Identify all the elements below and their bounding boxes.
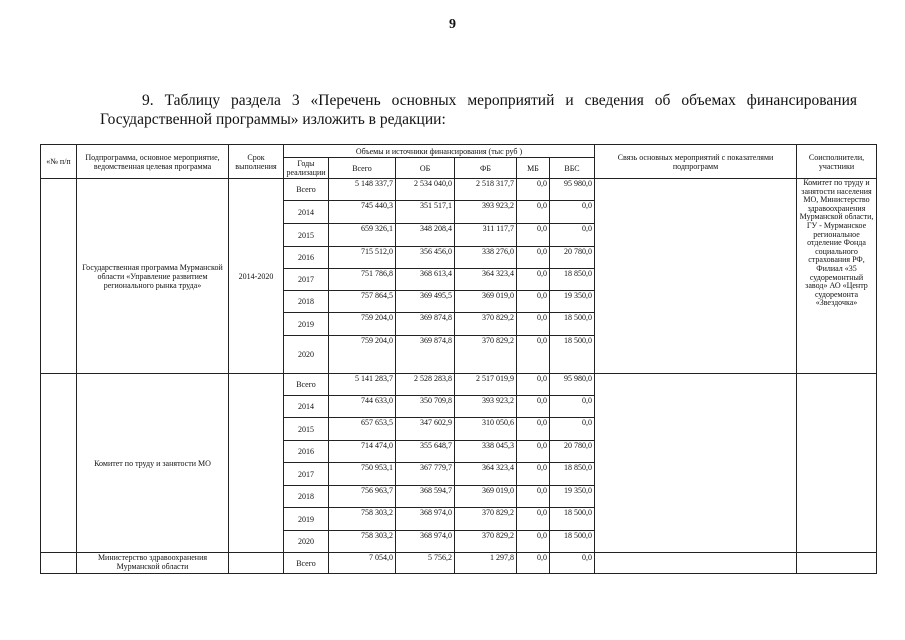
value-total: 758 303,2 — [329, 508, 396, 531]
value-ob: 368 613,4 — [396, 269, 455, 291]
value-ob: 348 208,4 — [396, 224, 455, 247]
row-number-cell — [41, 374, 77, 553]
value-total: 759 204,0 — [329, 313, 396, 336]
year-cell: 2014 — [284, 201, 329, 224]
value-ob: 347 602,9 — [396, 418, 455, 441]
value-ob: 351 517,1 — [396, 201, 455, 224]
value-fb: 2 517 019,9 — [455, 374, 517, 396]
value-vbs: 0,0 — [550, 553, 595, 574]
value-vbs: 18 850,0 — [550, 463, 595, 486]
value-mb: 0,0 — [517, 336, 550, 374]
value-total: 759 204,0 — [329, 336, 396, 374]
col-header-years: Годы реализации — [284, 158, 329, 179]
program-period: 2014-2020 — [229, 179, 284, 374]
value-total: 745 440,3 — [329, 201, 396, 224]
value-mb: 0,0 — [517, 201, 550, 224]
year-cell: Всего — [284, 179, 329, 201]
value-vbs: 20 780,0 — [550, 247, 595, 269]
year-cell: Всего — [284, 374, 329, 396]
value-ob: 368 974,0 — [396, 531, 455, 553]
value-vbs: 18 500,0 — [550, 531, 595, 553]
col-header-ob: ОБ — [396, 158, 455, 179]
col-header-coexecutors: Соисполнители, участники — [797, 145, 877, 179]
row-number-cell — [41, 179, 77, 374]
value-fb: 370 829,2 — [455, 508, 517, 531]
value-fb: 364 323,4 — [455, 269, 517, 291]
col-header-mb: МБ — [517, 158, 550, 179]
value-ob: 368 974,0 — [396, 508, 455, 531]
year-cell: 2020 — [284, 531, 329, 553]
col-header-subprogram: Подпрограмма, основное мероприятие, ведомственная целевая программа — [77, 145, 229, 179]
year-cell: 2018 — [284, 291, 329, 313]
value-total: 756 963,7 — [329, 486, 396, 508]
value-fb: 1 297,8 — [455, 553, 517, 574]
value-ob: 350 709,8 — [396, 396, 455, 418]
indicator-link-cell — [595, 179, 797, 374]
indicator-link-cell — [595, 374, 797, 553]
value-mb: 0,0 — [517, 441, 550, 463]
year-cell: 2014 — [284, 396, 329, 418]
value-mb: 0,0 — [517, 463, 550, 486]
value-mb: 0,0 — [517, 224, 550, 247]
value-vbs: 0,0 — [550, 418, 595, 441]
value-fb: 370 829,2 — [455, 531, 517, 553]
value-vbs: 95 980,0 — [550, 374, 595, 396]
year-cell: 2018 — [284, 486, 329, 508]
col-header-num: «№ п/п — [41, 145, 77, 179]
program-name: Государственная программа Мурманской области «Управление развитием регионального рынка труда» — [77, 179, 229, 374]
col-header-fb: ФБ — [455, 158, 517, 179]
value-fb: 338 045,3 — [455, 441, 517, 463]
year-cell: 2016 — [284, 441, 329, 463]
value-ob: 369 874,8 — [396, 313, 455, 336]
coexecutors-cell: Комитет по труду и занятости населения МО, Министерство здравоохранения Мурманской области, ГУ - Мурманское региональное отделение Фонда социального страхования РФ, Филиал «35 судоремонтный завод» АО «Центр судоремонта «Звездочка» — [797, 179, 877, 374]
value-total: 715 512,0 — [329, 247, 396, 269]
program-period — [229, 374, 284, 553]
value-fb: 2 518 317,7 — [455, 179, 517, 201]
col-header-total: Всего — [329, 158, 396, 179]
program-period — [229, 553, 284, 574]
value-mb: 0,0 — [517, 374, 550, 396]
value-total: 751 786,8 — [329, 269, 396, 291]
indicator-link-cell — [595, 553, 797, 574]
year-cell: 2015 — [284, 224, 329, 247]
intro-paragraph — [100, 91, 857, 129]
value-fb: 370 829,2 — [455, 313, 517, 336]
program-name: Министерство здравоохранения Мурманской области — [77, 553, 229, 574]
coexecutors-cell — [797, 553, 877, 574]
value-mb: 0,0 — [517, 531, 550, 553]
col-header-period: Срок выполнения — [229, 145, 284, 179]
value-vbs: 20 780,0 — [550, 441, 595, 463]
value-fb: 311 117,7 — [455, 224, 517, 247]
page-number: 9 — [449, 17, 456, 32]
year-cell: 2019 — [284, 508, 329, 531]
value-ob: 5 756,2 — [396, 553, 455, 574]
value-ob: 367 779,7 — [396, 463, 455, 486]
value-total: 7 054,0 — [329, 553, 396, 574]
value-fb: 393 923,2 — [455, 201, 517, 224]
year-cell: 2019 — [284, 313, 329, 336]
value-mb: 0,0 — [517, 508, 550, 531]
program-financing-table — [40, 144, 877, 574]
value-vbs: 95 980,0 — [550, 179, 595, 201]
year-cell: 2017 — [284, 463, 329, 486]
coexecutors-cell — [797, 374, 877, 553]
value-vbs: 0,0 — [550, 224, 595, 247]
col-header-vbs: ВБС — [550, 158, 595, 179]
value-ob: 2 528 283,8 — [396, 374, 455, 396]
value-ob: 369 495,5 — [396, 291, 455, 313]
value-fb: 369 019,0 — [455, 291, 517, 313]
value-vbs: 18 500,0 — [550, 508, 595, 531]
value-vbs: 18 850,0 — [550, 269, 595, 291]
value-mb: 0,0 — [517, 553, 550, 574]
year-cell: 2017 — [284, 269, 329, 291]
intro-line-1: 9. Таблицу раздела 3 «Перечень основных мероприятий и сведения об объемах финансирования — [142, 92, 857, 109]
value-fb: 370 829,2 — [455, 336, 517, 374]
intro-line-2: Государственной программы» изложить в редакции: — [100, 111, 446, 128]
value-vbs: 18 500,0 — [550, 336, 595, 374]
value-total: 659 326,1 — [329, 224, 396, 247]
value-ob: 355 648,7 — [396, 441, 455, 463]
year-cell: 2020 — [284, 336, 329, 374]
table-row — [41, 553, 877, 574]
col-header-link: Связь основных мероприятий с показателями подпрограмм — [595, 145, 797, 179]
value-mb: 0,0 — [517, 291, 550, 313]
table-row — [41, 374, 877, 396]
value-ob: 369 874,8 — [396, 336, 455, 374]
value-mb: 0,0 — [517, 486, 550, 508]
value-fb: 310 050,6 — [455, 418, 517, 441]
year-cell: 2016 — [284, 247, 329, 269]
value-total: 657 653,5 — [329, 418, 396, 441]
value-mb: 0,0 — [517, 313, 550, 336]
program-name: Комитет по труду и занятости МО — [77, 374, 229, 553]
value-total: 5 148 337,7 — [329, 179, 396, 201]
value-vbs: 19 350,0 — [550, 291, 595, 313]
value-mb: 0,0 — [517, 418, 550, 441]
value-total: 5 141 283,7 — [329, 374, 396, 396]
value-total: 750 953,1 — [329, 463, 396, 486]
value-total: 714 474,0 — [329, 441, 396, 463]
value-vbs: 19 350,0 — [550, 486, 595, 508]
table-body — [41, 179, 877, 574]
value-total: 757 864,5 — [329, 291, 396, 313]
value-ob: 356 456,0 — [396, 247, 455, 269]
year-cell: 2015 — [284, 418, 329, 441]
value-mb: 0,0 — [517, 269, 550, 291]
value-vbs: 0,0 — [550, 201, 595, 224]
value-total: 758 303,2 — [329, 531, 396, 553]
value-fb: 338 276,0 — [455, 247, 517, 269]
value-vbs: 0,0 — [550, 396, 595, 418]
value-ob: 2 534 040,0 — [396, 179, 455, 201]
value-mb: 0,0 — [517, 179, 550, 201]
value-mb: 0,0 — [517, 247, 550, 269]
value-fb: 369 019,0 — [455, 486, 517, 508]
value-mb: 0,0 — [517, 396, 550, 418]
year-cell: Всего — [284, 553, 329, 574]
row-number-cell — [41, 553, 77, 574]
value-total: 744 633,0 — [329, 396, 396, 418]
table-row — [41, 179, 877, 201]
col-header-funding: Объемы и источники финансирования (тыс руб ) — [284, 145, 595, 158]
value-vbs: 18 500,0 — [550, 313, 595, 336]
value-fb: 393 923,2 — [455, 396, 517, 418]
value-fb: 364 323,4 — [455, 463, 517, 486]
value-ob: 368 594,7 — [396, 486, 455, 508]
